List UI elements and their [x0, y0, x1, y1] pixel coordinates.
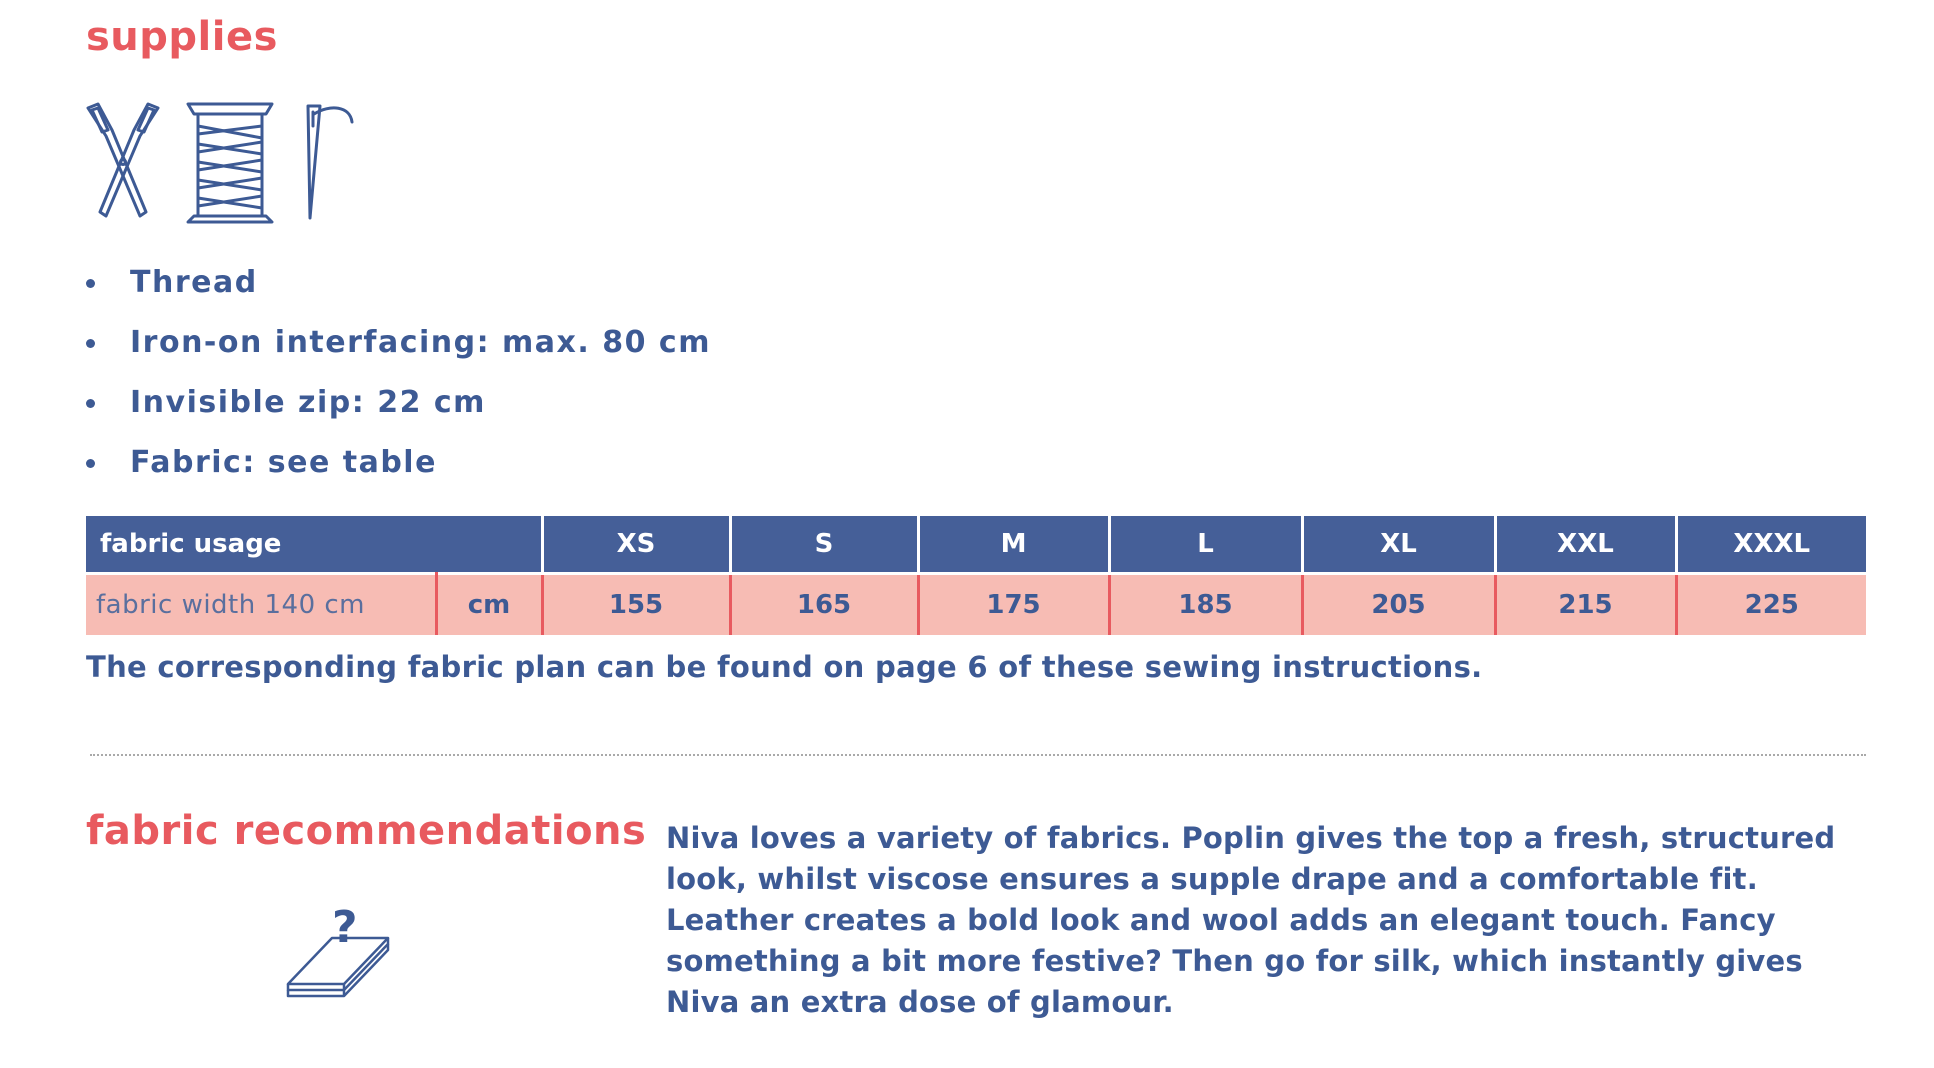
unit-cell: cm: [436, 574, 542, 636]
bullet-icon: [86, 399, 95, 408]
size-header: L: [1109, 516, 1302, 574]
supply-item: [84, 378, 711, 438]
supply-item: [84, 318, 711, 378]
supply-item: [84, 438, 711, 498]
table-cell: 155: [542, 574, 730, 636]
fabric-width-label: fabric width 140 cm: [86, 574, 436, 636]
fabric-question-icon: [284, 902, 394, 1002]
needle-icon: [308, 106, 352, 218]
supply-item-label: Thread: [130, 265, 258, 300]
size-header: S: [730, 516, 918, 574]
svg-text:?: ?: [332, 902, 358, 953]
table-cell: 205: [1302, 574, 1495, 636]
table-row: [86, 574, 1866, 636]
scissors-icon: [88, 104, 158, 216]
size-header: M: [918, 516, 1109, 574]
size-header: XXXL: [1676, 516, 1866, 574]
supplies-title: supplies: [86, 14, 278, 60]
thread-spool-icon: [188, 104, 272, 222]
size-header: XXL: [1495, 516, 1676, 574]
fabric-recommendations-title: fabric recommendations: [86, 808, 647, 854]
table-cell: 185: [1109, 574, 1302, 636]
fabric-usage-table: [86, 516, 1866, 635]
bullet-icon: [86, 279, 95, 288]
fabric-recommendations-text: Niva loves a variety of fabrics. Poplin gives the top a fresh, structured look, whilst viscose ensures a supple drape and a comfortable fit. Leather creates a bold look and wool adds an elegant touch. Fancy something a bit more festive? Then go for silk, which instantly gives Niva an extra dose of glamour.: [666, 821, 1836, 1019]
supply-item: [84, 258, 711, 318]
table-cell: 215: [1495, 574, 1676, 636]
supply-item-label: Invisible zip: 22 cm: [130, 385, 486, 420]
supply-item-label: Fabric: see table: [130, 445, 437, 480]
table-cell: 175: [918, 574, 1109, 636]
table-header-label: fabric usage: [86, 516, 542, 574]
supply-item-label: Iron-on interfacing: max. 80 cm: [130, 325, 711, 360]
table-header-row: [86, 516, 1866, 574]
size-header: XL: [1302, 516, 1495, 574]
size-header: XS: [542, 516, 730, 574]
bullet-icon: [86, 339, 95, 348]
bullet-icon: [86, 459, 95, 468]
supply-list: [84, 258, 711, 498]
supply-icons: [84, 100, 374, 225]
section-divider: [90, 754, 1866, 756]
table-cell: 225: [1676, 574, 1866, 636]
fabric-plan-note: The corresponding fabric plan can be found on page 6 of these sewing instructions.: [86, 650, 1483, 684]
table-cell: 165: [730, 574, 918, 636]
